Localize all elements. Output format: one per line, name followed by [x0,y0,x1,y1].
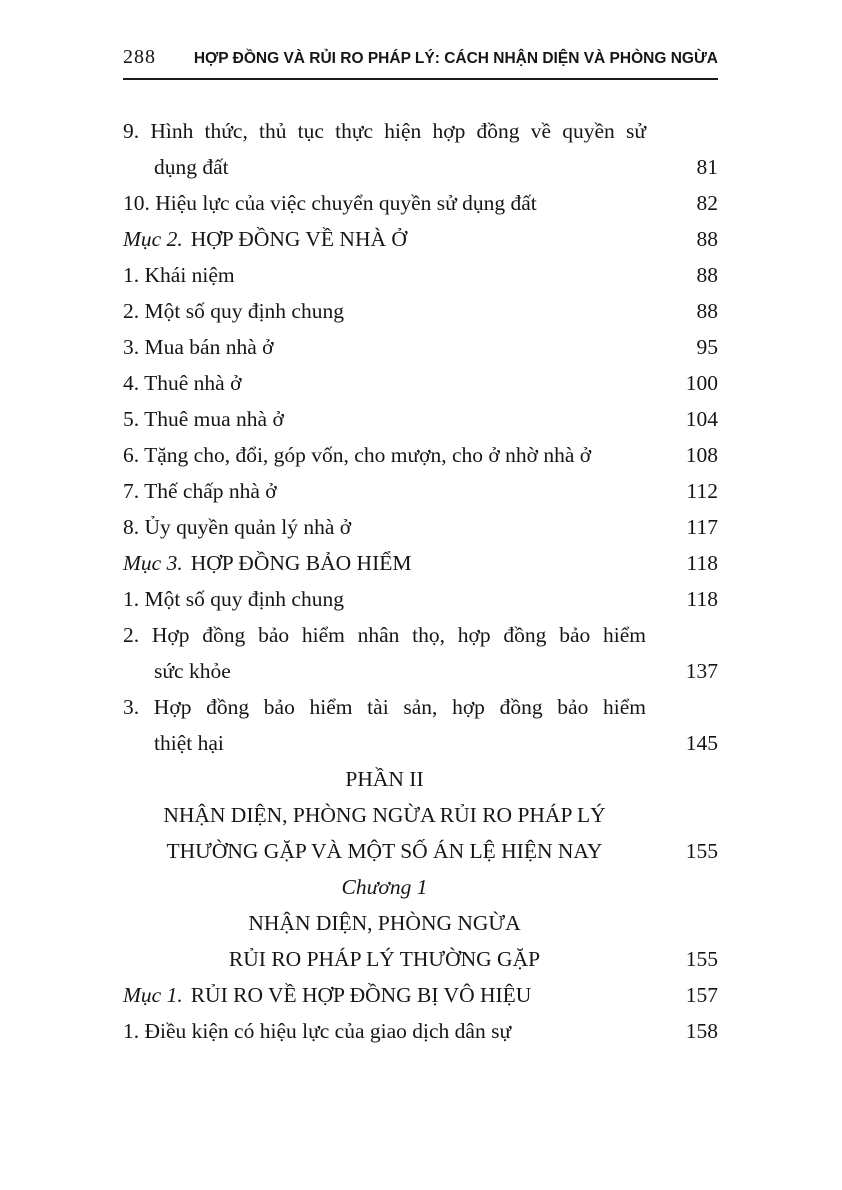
page-header [123,46,718,80]
toc-entry-text: sức khỏe [154,659,231,683]
toc-entry-text: 2. Một số quy định chung [123,299,344,323]
toc-page-number: 88 [696,227,718,251]
table-of-contents [123,113,718,1049]
toc-page-number: 108 [685,443,718,467]
toc-entry-text: 4. Thuê nhà ở [123,371,242,395]
toc-page-number: 112 [686,479,718,503]
toc-heading-line [123,905,718,941]
toc-heading-text: THƯỜNG GẶP VÀ MỘT SỐ ÁN LỆ HIỆN NAY [166,839,603,863]
toc-entry [123,869,718,905]
toc-entry-text: 9. Hình thức, thủ tục thực hiện hợp đồng về quyền sử [123,119,646,143]
toc-entry [123,257,718,293]
toc-entry-line [123,221,718,257]
toc-entry [123,833,718,869]
toc-page-number: 117 [686,515,718,539]
toc-entry-line [123,365,718,401]
toc-entry-line [123,437,718,473]
toc-entry [123,905,718,941]
toc-page-number: 157 [685,983,718,1007]
toc-page-number: 155 [685,947,718,971]
toc-entry-text: 1. Khái niệm [123,263,235,287]
toc-entry [123,401,718,437]
toc-heading-line [123,797,718,833]
toc-entry-line [123,473,718,509]
section-title: RỦI RO VỀ HỢP ĐỒNG BỊ VÔ HIỆU [190,983,532,1007]
toc-entry [123,221,718,257]
toc-entry [123,977,718,1013]
toc-entry [123,689,718,761]
section-title: HỢP ĐỒNG VỀ NHÀ Ở [190,227,407,251]
toc-entry-line [123,329,718,365]
toc-heading-line [123,833,718,869]
toc-entry-text: thiệt hại [154,731,224,755]
toc-heading-text: PHẦN II [345,767,424,791]
toc-entry-line [123,581,718,617]
toc-page-number: 118 [686,551,718,575]
toc-entry [123,293,718,329]
toc-entry-text: 6. Tặng cho, đổi, góp vốn, cho mượn, cho ở nhờ nhà ở [123,443,592,467]
toc-entry-continuation [123,653,718,689]
toc-page-number: 145 [685,731,718,755]
toc-entry-line [123,545,718,581]
toc-entry [123,329,718,365]
toc-page-number: 82 [696,191,718,215]
toc-entry-text: 5. Thuê mua nhà ở [123,407,284,431]
toc-entry-line [123,617,718,653]
toc-page-number: 118 [686,587,718,611]
page-number: 288 [123,46,156,68]
toc-page-number: 95 [696,335,718,359]
toc-entry-line [123,977,718,1013]
toc-entry [123,797,718,833]
toc-entry-text: 1. Một số quy định chung [123,587,344,611]
toc-entry [123,1013,718,1049]
toc-entry-text: 3. Hợp đồng bảo hiểm tài sản, hợp đồng bảo hiểm [123,695,646,719]
toc-heading-text: NHẬN DIỆN, PHÒNG NGỪA [248,911,521,935]
toc-entry-text: 1. Điều kiện có hiệu lực của giao dịch dân sự [123,1019,512,1043]
toc-heading-text: RỦI RO PHÁP LÝ THƯỜNG GẶP [228,947,541,971]
toc-entry [123,545,718,581]
section-title: HỢP ĐỒNG BẢO HIỂM [190,551,412,575]
toc-heading-line [123,761,718,797]
toc-entry-line [123,1013,718,1049]
toc-entry [123,509,718,545]
toc-page-number: 88 [696,263,718,287]
toc-entry-text: 7. Thế chấp nhà ở [123,479,277,503]
toc-entry-line [123,293,718,329]
toc-entry [123,761,718,797]
section-prefix: Mục 3. [123,551,183,575]
toc-entry-line [123,401,718,437]
toc-page-number: 155 [685,839,718,863]
section-prefix: Mục 1. [123,983,183,1007]
toc-page-number: 104 [685,407,718,431]
toc-entry-continuation [123,725,718,761]
toc-entry-line [123,509,718,545]
toc-entry-text: dụng đất [154,155,229,179]
toc-page-number: 100 [685,371,718,395]
toc-entry-text: 2. Hợp đồng bảo hiểm nhân thọ, hợp đồng bảo hiểm [123,623,646,647]
toc-heading-text: Chương 1 [341,875,428,899]
toc-entry-text: 3. Mua bán nhà ở [123,335,274,359]
section-prefix: Mục 2. [123,227,183,251]
toc-entry [123,581,718,617]
toc-entry [123,617,718,689]
toc-entry-line [123,113,718,149]
toc-entry [123,185,718,221]
toc-heading-line [123,869,718,905]
toc-entry [123,473,718,509]
toc-entry [123,365,718,401]
toc-page-number: 81 [696,155,718,179]
toc-page-number: 158 [685,1019,718,1043]
running-title: HỢP ĐỒNG VÀ RỦI RO PHÁP LÝ: CÁCH NHẬN DIỆN VÀ PHÒNG NGỪA [193,50,718,67]
toc-page-number: 137 [685,659,718,683]
toc-entry [123,113,718,185]
toc-entry-line [123,257,718,293]
toc-page-number: 88 [696,299,718,323]
toc-entry-text: 8. Ủy quyền quản lý nhà ở [123,515,352,539]
toc-entry-line [123,185,718,221]
toc-entry-continuation [123,149,718,185]
toc-heading-text: NHẬN DIỆN, PHÒNG NGỪA RỦI RO PHÁP LÝ [163,803,606,827]
toc-heading-line [123,941,718,977]
toc-entry-text: 10. Hiệu lực của việc chuyển quyền sử dụng đất [123,191,537,215]
toc-entry-line [123,689,718,725]
toc-entry [123,437,718,473]
toc-entry [123,941,718,977]
